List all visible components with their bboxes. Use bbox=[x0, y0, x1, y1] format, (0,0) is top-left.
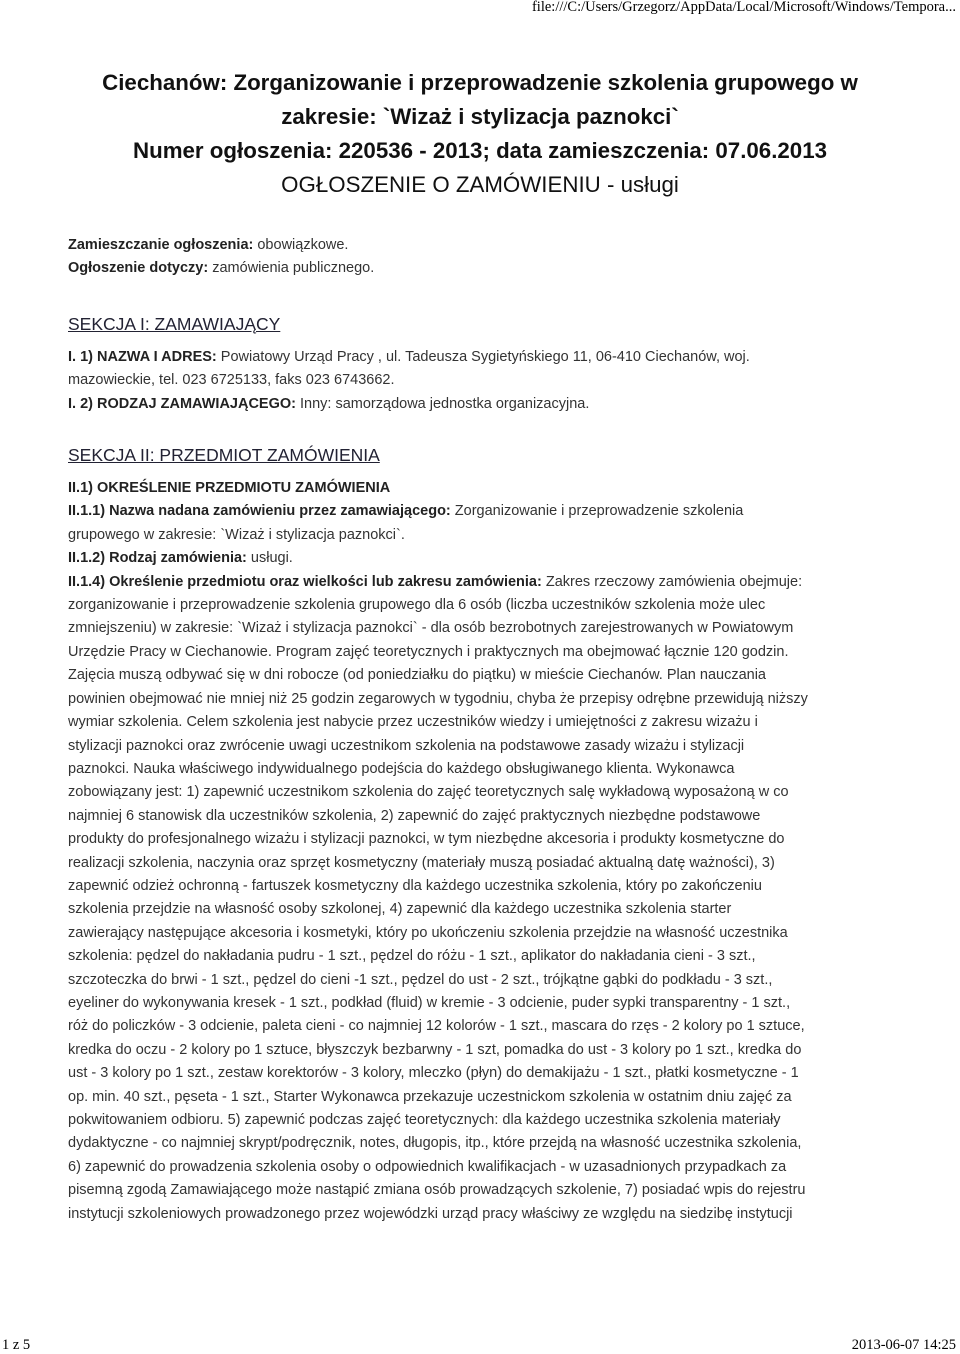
scope-line: paznokci. Nauka właściwego indywidualnego podejścia do każdego obsługiwanego klienta. Wykonawca bbox=[68, 760, 735, 777]
scope-line: Urzędzie Pracy w Ciechanowie. Program zajęć teoretycznych i praktycznych ma obejmować łącznie 120 godzin. bbox=[68, 643, 789, 660]
scope-description bbox=[68, 594, 883, 1226]
page-number: 1 z 5 bbox=[2, 1337, 31, 1353]
scope-line: pisemną zgodą Zamawiającego może nastąpić zmiana osób prowadzących szkolenie, 7) posiadać wpis do rejestru bbox=[68, 1182, 806, 1199]
scope-line: realizacji szkolenia, naczynia oraz sprzęt kosmetyczny (materiały muszą posiadać aktualną datę ważności), 3) bbox=[68, 854, 775, 871]
scope-label: II.1.4) Określenie przedmiotu oraz wielkości lub zakresu zamówienia: bbox=[68, 573, 542, 590]
title-line-1: Ciechanów: Zorganizowanie i przeprowadzenie szkolenia grupowego w bbox=[102, 70, 858, 95]
scope-line: Zajęcia muszą odbywać się w dni robocze (od poniedziałku do piątku) w mieście Ciechanów. Plan nauczania bbox=[68, 667, 766, 684]
name-address-label: I. 1) NAZWA I ADRES: bbox=[68, 348, 217, 365]
scope-line: zorganizowanie i przeprowadzenie szkolenia grupowego dla 6 osób (liczba uczestników szkolenia może ulec bbox=[68, 597, 766, 614]
scope-line: zobowiązany jest: 1) zapewnić uczestnikom szkolenia do zajęć teoretycznych salę wykładową wyposażoną w co bbox=[68, 784, 789, 801]
order-kind bbox=[68, 547, 883, 570]
announcement-title bbox=[0, 66, 960, 202]
order-name-value: Zorganizowanie i przeprowadzenie szkolenia bbox=[450, 503, 744, 520]
document-content bbox=[68, 234, 883, 1226]
scope-line: wymiar szkolenia. Celem szkolenia jest nabycie przez uczestników wiedzy i umiejętności z zakresu wizażu i bbox=[68, 714, 758, 731]
scope-line: pokwitowaniem odbioru. 5) zapewnić podczas zajęć teoretycznych: dla każdego uczestnika szkolenia materiały bbox=[68, 1112, 781, 1128]
scope-line: najmniej 6 stanowisk dla uczestników szkolenia, 2) zapewnić do zajęć praktycznych niezbędne podstawowe bbox=[68, 807, 761, 824]
print-header-url: file:///C:/Users/Grzegorz/AppData/Local/Microsoft/Windows/Tempora... bbox=[531, 0, 956, 15]
scope-line: róż do policzków - 3 odcienie, paleta cieni - co najmniej 12 kolorów - 1 szt., mascara do rzęs - 2 kolory po 1 sztuce, bbox=[68, 1018, 805, 1035]
scope-line: dydaktyczne - co najmniej skrypt/podręcznik, notes, długopis, itp., które przejdą na własność uczestnika szkolenia, bbox=[68, 1135, 802, 1152]
order-name-label: II.1.1) Nazwa nadana zamówieniu przez zamawiającego: bbox=[68, 503, 451, 520]
scope-line: kredka do oczu - 2 kolory po 1 sztuce, błyszczyk bezbarwny - 1 szt, pomadka do ust - 3 kolory po 1 szt., kredka do bbox=[68, 1041, 802, 1058]
authority-type-value: Inny: samorządowa jednostka organizacyjna. bbox=[295, 395, 590, 412]
concerns-label: Ogłoszenie dotyczy: bbox=[68, 260, 209, 277]
order-kind-value: usługi. bbox=[246, 550, 293, 567]
scope-line: szkolenia przejdzie na własność osoby szkolonej, 4) zapewnić dla każdego uczestnika szkolenia starter bbox=[68, 901, 732, 918]
print-datetime: 2013-06-07 14:25 bbox=[851, 1337, 956, 1353]
order-kind-label: II.1.2) Rodzaj zamówienia: bbox=[68, 550, 247, 567]
scope-line: produkty do profesjonalnego wizażu i stylizacji paznokci, w tym niezbędne akcesoria i produkty kosmetyczne do bbox=[68, 831, 785, 848]
contracting-authority-type bbox=[68, 393, 883, 416]
posting-info bbox=[68, 234, 883, 257]
posting-label: Zamieszczanie ogłoszenia: bbox=[68, 237, 254, 253]
scope-line: powinien obejmować nie mniej niż 25 godzin zegarowych w tygodniu, chyba że przepisy odrębne przewidują niższy bbox=[68, 690, 808, 707]
scope-line: eyeliner do wykonywania kresek - 1 szt., podkład (fluid) w kremie - 3 odcienie, puder sypki transparentny - 1 szt., bbox=[68, 994, 791, 1011]
scope-line: szczoteczka do brwi - 1 szt., pędzel do cieni -1 szt., pędzel do ust - 2 szt., trójkątne gąbki do podkładu - 3 szt., bbox=[68, 971, 773, 988]
scope-line: instytucji szkoleniowych prowadzonego przez wojewódzki urząd pracy właściwy ze względu na siedzibę instytucji bbox=[68, 1205, 793, 1222]
scope-line: op. min. 40 szt., pęseta - 1 szt., Starter Wykonawca przekazuje uczestnickom szkolenia w ostatnim dniu zajęć za bbox=[68, 1088, 792, 1105]
announcement-type: OGŁOSZENIE O ZAMÓWIENIU - usługi bbox=[281, 172, 679, 197]
scope-line: szkolenia: pędzel do nakładania pudru - 1 szt., pędzel do różu - 1 szt., aplikator do nakładania cieni - 3 szt., bbox=[68, 948, 756, 965]
scope-first-value: Zakres rzeczowy zamówienia obejmuje: bbox=[541, 573, 803, 590]
title-line-2: zakresie: `Wizaż i stylizacja paznokci` bbox=[281, 104, 679, 129]
scope-line-first bbox=[68, 571, 883, 594]
contracting-authority-name-line-2: mazowieckie, tel. 023 6725133, faks 023 6743662. bbox=[68, 372, 395, 389]
order-name-line-1 bbox=[68, 500, 883, 523]
name-address-value: Powiatowy Urząd Pracy , ul. Tadeusza Sygietyńskiego 11, 06-410 Ciechanów, woj. bbox=[216, 348, 750, 365]
authority-type-label: I. 2) RODZAJ ZAMAWIAJĄCEGO: bbox=[68, 395, 296, 412]
scope-line: zawierający następujące akcesoria i kosmetyki, który po ukończeniu szkolenia przejdzie na własność uczestnika bbox=[68, 924, 788, 941]
concerns-value: zamówienia publicznego. bbox=[208, 260, 375, 277]
scope-line: ust - 3 kolory po 1 szt., zestaw korektorów - 3 kolory, mleczko (płyn) do demakijażu - 1 szt., płatki kosmetyczne - 1 bbox=[68, 1065, 799, 1082]
section-2-subtitle: II.1) OKREŚLENIE PRZEDMIOTU ZAMÓWIENIA bbox=[68, 480, 391, 497]
scope-line: stylizacji paznokci oraz zwrócenie uwagi uczestnikom szkolenia na podstawowe zasady wizażu i stylizacji bbox=[68, 737, 745, 754]
concerns-info bbox=[68, 257, 883, 280]
scope-line: zapewnić odzież ochronną - fartuszek kosmetyczny dla każdego uczestnika szkolenia, który po zakończeniu bbox=[68, 877, 762, 894]
order-name-line-2: grupowego w zakresie: `Wizaż i stylizacja paznokci`. bbox=[68, 526, 405, 543]
posting-value: obowiązkowe. bbox=[253, 237, 349, 253]
section-1-title: SEKCJA I: ZAMAWIAJĄCY bbox=[68, 313, 281, 334]
announcement-number: Numer ogłoszenia: 220536 - 2013; data zamieszczenia: 07.06.2013 bbox=[132, 138, 828, 163]
scope-line: zmniejszeniu) w zakresie: `Wizaż i stylizacja paznokci` - dla osób bezrobotnych zarejestrowanych w Powiatowym bbox=[68, 620, 794, 637]
contracting-authority-name-line-1 bbox=[68, 346, 883, 369]
scope-line: 6) zapewnić do prowadzenia szkolenia osoby o odpowiednich kwalifikacjach - w uzasadnionych przypadkach za bbox=[68, 1158, 787, 1175]
section-2-title: SEKCJA II: PRZEDMIOT ZAMÓWIENIA bbox=[68, 445, 380, 466]
